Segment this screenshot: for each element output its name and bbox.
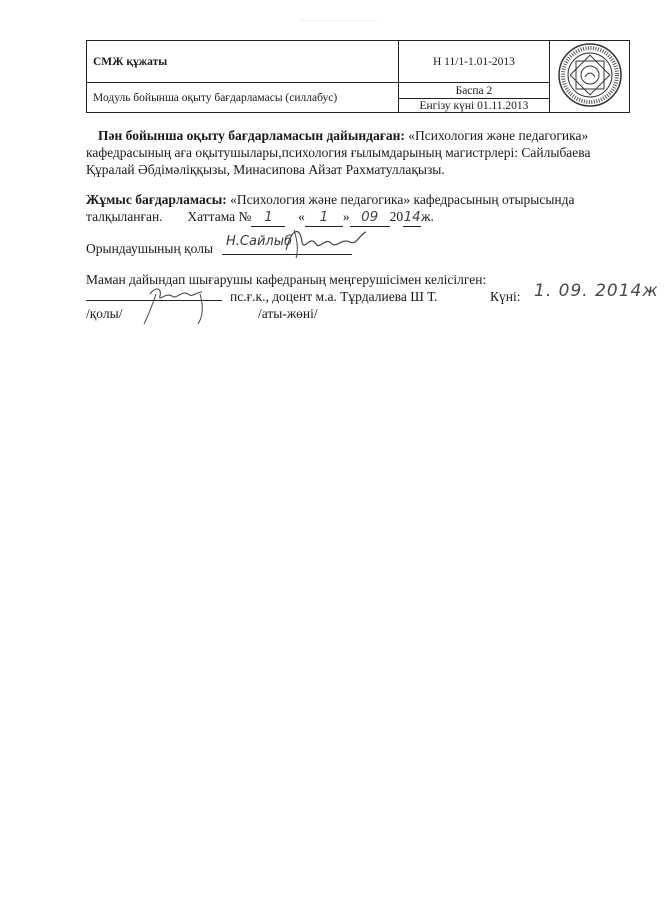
prepared-text-2: кафедрасының аға оқытушылары,психология ғылымдарының магистрлері: Сайлыбаева [86, 145, 591, 160]
doc-label: СМЖ құжаты [93, 55, 168, 68]
prepared-label: Пән бойынша оқыту бағдарламасын дайындаған: [98, 128, 405, 143]
prepared-line-2 [86, 144, 590, 161]
prepared-text-1: «Психология және педагогика» [404, 128, 589, 143]
doc-code: Н 11/1-1.01-2013 [432, 55, 515, 68]
doc-label-cell [87, 41, 314, 83]
logo-cell [550, 41, 630, 113]
name-caption: /аты-жөні/ [258, 306, 318, 321]
date-value: 1. 09. 2014ж [534, 281, 659, 301]
document-header-table [86, 40, 630, 113]
work-text-2: талқыланған. [86, 209, 163, 224]
protocol-month: 09 [350, 209, 390, 227]
protocol-year-prefix: 20 [389, 209, 404, 224]
head-name-line [230, 288, 438, 305]
executor-label: Орындаушының қолы [86, 241, 214, 256]
edition: Баспа 2 [455, 84, 493, 97]
edition-cell [398, 83, 549, 99]
date-label-line [490, 288, 520, 305]
protocol-year-unit: ж. [421, 209, 434, 224]
work-label: Жұмыс бағдарламасы: [86, 192, 227, 207]
agreed-text: Маман дайындап шығарушы кафедраның меңгерушісімен келісілген: [86, 272, 487, 287]
prepared-text-3: Құралай Әбдімәліққызы, Минасипова Айзат Рахматуллақызы. [86, 162, 445, 177]
protocol-year-suffix: 14 [403, 209, 421, 225]
doc-title: Модуль бойынша оқыту бағдарламасы (силлабус) [93, 91, 338, 104]
name-caption-line [258, 305, 318, 322]
protocol-day: 1 [305, 209, 343, 227]
protocol-label: Хаттама № [187, 209, 252, 224]
work-line-2 [86, 208, 434, 227]
head-signature [130, 280, 220, 326]
date-label: Күні: [490, 289, 521, 304]
sign-caption-line [86, 305, 122, 322]
head-name: пс.ғ.к., доцент м.а. Тұрдалиева Ш Т. [230, 289, 438, 304]
protocol-quote-close: » [342, 209, 350, 224]
doc-blank-cell [313, 41, 398, 83]
entry-date: Енгізу күні 01.11.2013 [419, 99, 529, 112]
executor-signature-2 [280, 222, 370, 262]
prepared-line-3 [86, 161, 445, 178]
executor-line [86, 240, 213, 257]
entry-date-cell [398, 99, 549, 113]
protocol-number: 1 [251, 209, 285, 227]
doc-code-cell [398, 41, 549, 83]
executor-signature-text: Н.Сайлыб [226, 234, 292, 249]
prepared-line-1 [98, 127, 588, 144]
protocol-quote-open: « [298, 209, 305, 224]
work-line-1 [86, 191, 575, 208]
sign-caption: /қолы/ [86, 306, 123, 321]
work-text-1: «Психология және педагогика» кафедрасының отырысында [226, 192, 575, 207]
university-seal-logo [556, 41, 624, 109]
stamp-residue [300, 20, 380, 33]
doc-title-cell [87, 83, 399, 113]
